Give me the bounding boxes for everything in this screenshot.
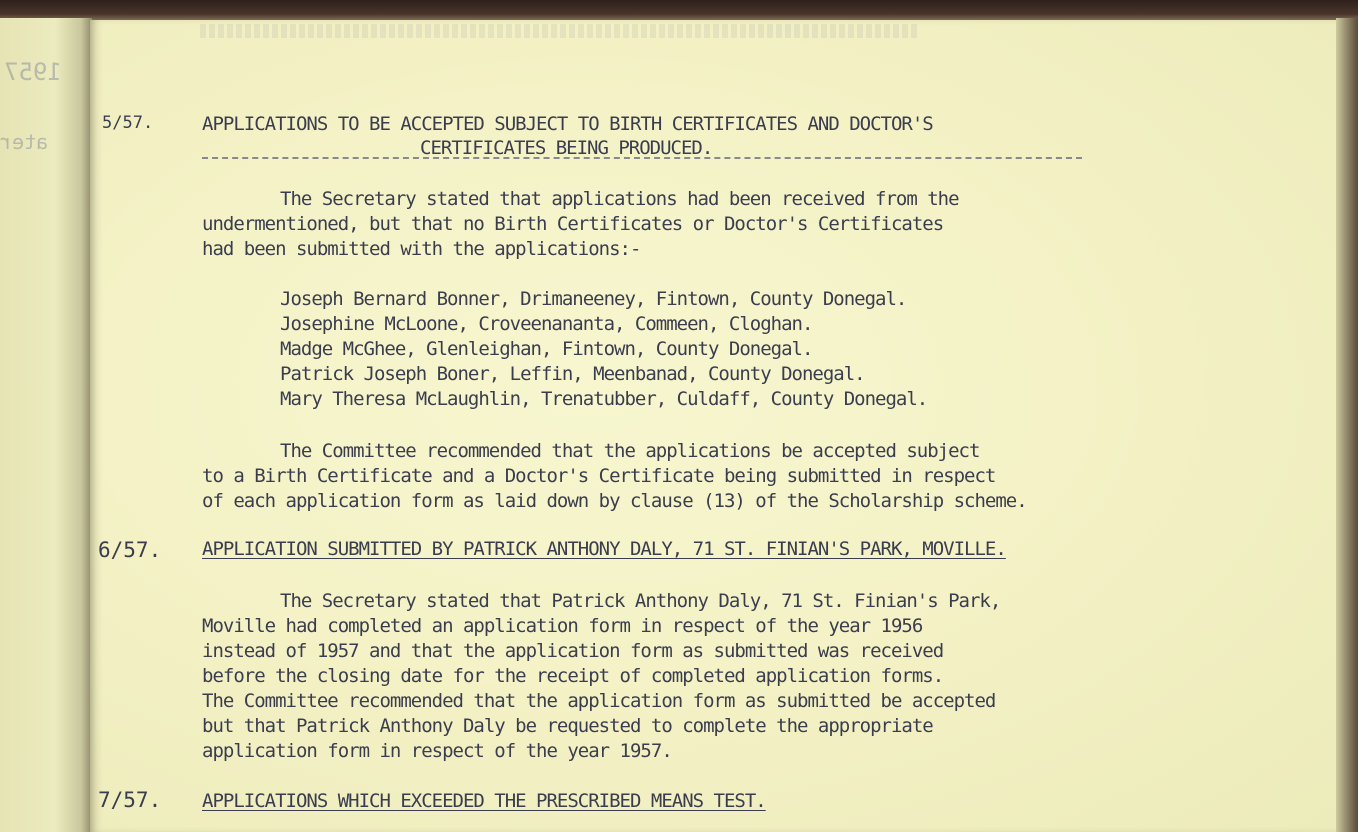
paragraph-line: The Secretary stated that applications had been received from the xyxy=(280,188,959,210)
ink-bleed-text: ater xyxy=(0,130,49,154)
facing-page-edge xyxy=(0,18,92,832)
applicant-entry: Josephine McLoone, Croveenananta, Commeen, Cloghan. xyxy=(280,313,813,335)
applicant-entry: Mary Theresa McLaughlin, Trenatubber, Culdaff, County Donegal. xyxy=(280,388,928,410)
paragraph-line: Moville had completed an application form in respect of the year 1956 xyxy=(202,615,923,637)
paragraph-line: application form in respect of the year 1957. xyxy=(202,740,672,762)
applicant-entry: Joseph Bernard Bonner, Drimaneeney, Fintown, County Donegal. xyxy=(280,288,907,310)
paragraph-line: but that Patrick Anthony Daly be requested to complete the appropriate xyxy=(202,715,933,737)
faint-show-through xyxy=(200,24,920,38)
paragraph-line: of each application form as laid down by clause (13) of the Scholarship scheme. xyxy=(202,490,1027,512)
section-heading: APPLICATIONS TO BE ACCEPTED SUBJECT TO BIRTH CERTIFICATES AND DOCTOR'S xyxy=(202,113,933,135)
minute-number: 6/57. xyxy=(98,538,162,562)
applicant-entry: Madge McGhee, Glenleighan, Fintown, County Donegal. xyxy=(280,338,813,360)
section-heading: APPLICATION SUBMITTED BY PATRICK ANTHONY DALY, 71 ST. FINIAN'S PARK, MOVILLE. xyxy=(202,538,1006,560)
minute-number: 5/57. xyxy=(102,113,154,133)
ink-bleed-text: 1957 xyxy=(4,58,62,86)
paragraph-line: The Committee recommended that the applications be accepted subject xyxy=(280,440,980,462)
paragraph-line: The Committee recommended that the application form as submitted be accepted xyxy=(202,690,996,712)
paragraph-line: The Secretary stated that Patrick Anthony Daly, 71 St. Finian's Park, xyxy=(280,590,1001,612)
paragraph-line: instead of 1957 and that the application form as submitted was received xyxy=(202,640,944,662)
paragraph-line: undermentioned, but that no Birth Certificates or Doctor's Certificates xyxy=(202,213,944,235)
page-gutter-edge xyxy=(1336,18,1358,832)
paragraph-line: had been submitted with the applications:- xyxy=(202,238,641,260)
heading-underline xyxy=(202,157,1082,159)
section-heading: APPLICATIONS WHICH EXCEEDED THE PRESCRIBED MEANS TEST. xyxy=(202,790,766,812)
paragraph-line: before the closing date for the receipt of completed application forms. xyxy=(202,665,944,687)
section-heading-continued: CERTIFICATES BEING PRODUCED. xyxy=(420,137,713,159)
minute-number: 7/57. xyxy=(98,788,162,812)
paragraph-line: to a Birth Certificate and a Doctor's Certificate being submitted in respect xyxy=(202,465,996,487)
applicant-entry: Patrick Joseph Boner, Leffin, Meenbanad, County Donegal. xyxy=(280,363,865,385)
